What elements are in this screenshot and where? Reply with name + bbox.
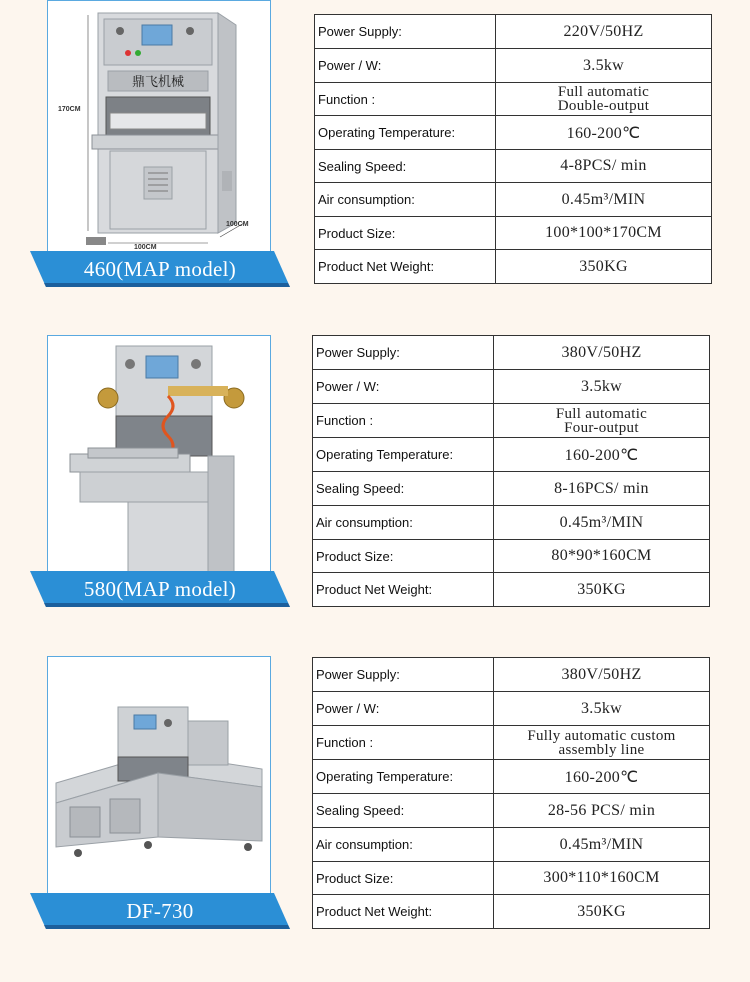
product-section-1: [0, 0, 750, 300]
table-row: [313, 895, 710, 929]
table-row: [313, 760, 710, 794]
spec-key: Power Supply:: [315, 15, 496, 49]
spec-value-line: Full automatic: [557, 84, 650, 100]
table-row: [313, 540, 710, 573]
table-row: [315, 250, 712, 284]
spec-value: [496, 83, 712, 116]
spec-value: [494, 726, 710, 760]
spec-key: Function :: [313, 726, 494, 760]
model-banner-3: [30, 893, 290, 929]
spec-value-line: Fully automatic custom: [527, 727, 676, 744]
spec-value: 300*110*160CM: [494, 862, 710, 895]
spec-value: 8-16PCS/ min: [494, 472, 710, 506]
spec-key: Power / W:: [315, 49, 496, 83]
model-banner-2: [30, 571, 290, 607]
model-banner-1: [30, 251, 290, 287]
spec-key: Sealing Speed:: [315, 150, 496, 183]
spec-key: Sealing Speed:: [313, 794, 494, 828]
spec-value: 80*90*160CM: [494, 540, 710, 573]
dim-height-label: 170CM: [58, 106, 81, 113]
machine-sign: 鼎飞机械: [131, 75, 185, 90]
spec-value-line: Double-output: [557, 98, 650, 114]
spec-key: Product Net Weight:: [315, 250, 496, 284]
spec-value: 100*100*170CM: [496, 217, 712, 250]
table-row: [315, 150, 712, 183]
spec-key: Air consumption:: [313, 506, 494, 540]
table-row: [313, 336, 710, 370]
table-row: [315, 116, 712, 150]
spec-value: 4-8PCS/ min: [496, 150, 712, 183]
model-label: 460(MAP model): [83, 256, 237, 281]
spec-table-1: [314, 14, 712, 284]
product-section-2: [0, 320, 750, 620]
spec-value: 3.5kw: [494, 370, 710, 404]
spec-key: Product Net Weight:: [313, 573, 494, 607]
spec-value: 28-56 PCS/ min: [494, 794, 710, 828]
product-image-2: [47, 335, 271, 597]
spec-value: [494, 404, 710, 438]
dim-depth-label: 100CM: [226, 221, 249, 228]
table-row: [313, 573, 710, 607]
table-row: [313, 472, 710, 506]
spec-key: Function :: [315, 83, 496, 116]
product-image-3: [47, 656, 271, 918]
table-row: [313, 726, 710, 760]
spec-key: Power / W:: [313, 370, 494, 404]
spec-key: Product Net Weight:: [313, 895, 494, 929]
spec-value: 350KG: [496, 250, 712, 284]
product-image-1: [47, 0, 271, 262]
spec-value: 0.45m³/MIN: [496, 183, 712, 217]
spec-value-line: Full automatic: [555, 405, 648, 422]
spec-key: Operating Temperature:: [313, 760, 494, 794]
table-row: [315, 49, 712, 83]
model-label: 580(MAP model): [83, 576, 237, 601]
spec-value-line: assembly line: [558, 741, 645, 758]
spec-value: 350KG: [494, 573, 710, 607]
spec-key: Operating Temperature:: [315, 116, 496, 150]
tray-sealer-icon: [48, 336, 270, 596]
table-row: [313, 862, 710, 895]
table-row: [315, 83, 712, 116]
spec-key: Power Supply:: [313, 658, 494, 692]
spec-key: Power / W:: [313, 692, 494, 726]
table-row: [313, 828, 710, 862]
spec-value: 3.5kw: [494, 692, 710, 726]
spec-key: Power Supply:: [313, 336, 494, 370]
table-row: [315, 183, 712, 217]
spec-value: 160-200℃: [494, 438, 710, 472]
spec-key: Operating Temperature:: [313, 438, 494, 472]
spec-value: 160-200℃: [496, 116, 712, 150]
table-row: [313, 658, 710, 692]
assembly-line-icon: [48, 657, 270, 917]
spec-value: 0.45m³/MIN: [494, 506, 710, 540]
spec-key: Product Size:: [313, 862, 494, 895]
spec-value: 380V/50HZ: [494, 336, 710, 370]
spec-value: 380V/50HZ: [494, 658, 710, 692]
table-row: [313, 404, 710, 438]
spec-value: 3.5kw: [496, 49, 712, 83]
spec-table-2: [312, 335, 710, 607]
spec-value-line: Four-output: [564, 419, 639, 436]
spec-value: 350KG: [494, 895, 710, 929]
table-row: [313, 506, 710, 540]
dim-width-label: 100CM: [134, 244, 157, 251]
table-row: [313, 438, 710, 472]
spec-table-3: [312, 657, 710, 929]
product-section-3: [0, 642, 750, 942]
spec-key: Sealing Speed:: [313, 472, 494, 506]
spec-key: Function :: [313, 404, 494, 438]
table-row: [313, 794, 710, 828]
table-row: [315, 15, 712, 49]
spec-value: 220V/50HZ: [496, 15, 712, 49]
spec-value: 0.45m³/MIN: [494, 828, 710, 862]
spec-value: 160-200℃: [494, 760, 710, 794]
table-row: [313, 370, 710, 404]
spec-key: Product Size:: [313, 540, 494, 573]
spec-key: Product Size:: [315, 217, 496, 250]
model-label: DF-730: [126, 898, 194, 923]
spec-key: Air consumption:: [315, 183, 496, 217]
spec-key: Air consumption:: [313, 828, 494, 862]
table-row: [313, 692, 710, 726]
table-row: [315, 217, 712, 250]
